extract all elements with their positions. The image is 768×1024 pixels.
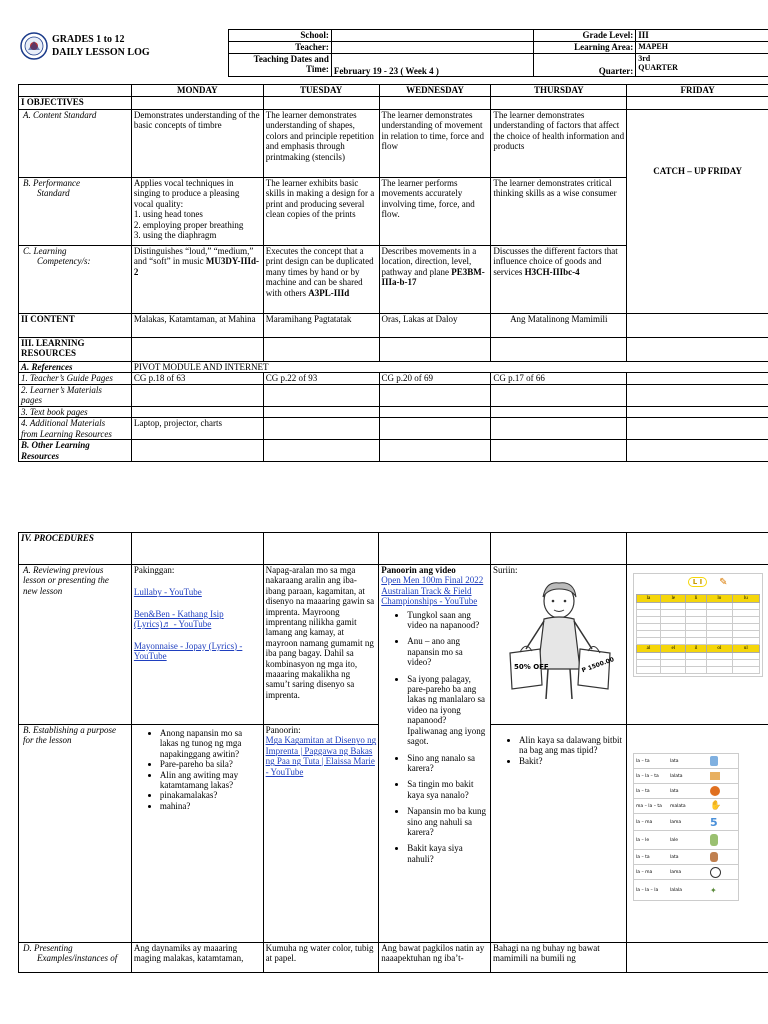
- competency-thursday-code: H3CH-IIIbc-4: [524, 266, 580, 277]
- syllable-header: le: [661, 595, 686, 603]
- content-standard-tuesday: The learner demonstrates understanding of shapes, colors and principle repetition and emphasis through printmaking (stencils): [263, 110, 379, 178]
- competency-monday-code: MU3DY-IIId-2: [133, 256, 260, 277]
- performance-monday-line-3: 2. employing proper breathing: [133, 219, 244, 230]
- day-header-tuesday: TUESDAY: [263, 85, 379, 97]
- content-section: II CONTENT: [19, 314, 132, 338]
- purpose-label-line-2: for the lesson: [23, 735, 72, 746]
- review-wednesday: [379, 565, 491, 943]
- competency-label-line-1: C. Learning: [23, 246, 67, 256]
- review-label-line-1: A. Reviewing previous: [23, 565, 104, 575]
- teachers-guide-label: 1. Teacher’s Guide Pages: [19, 373, 132, 384]
- syllable-header: el: [661, 645, 686, 653]
- purpose-monday: [131, 725, 263, 943]
- syllable-header: la: [636, 595, 661, 603]
- review-wednesday-title: Panoorin ang video: [381, 565, 456, 575]
- document-title: [52, 33, 150, 59]
- purpose-label-line-1: B. Establishing a purpose: [23, 725, 117, 735]
- friday-word-list: [627, 725, 768, 943]
- monday-question: • Pare-pareho ba sila?: [160, 759, 261, 769]
- syllable-chart: [633, 573, 763, 677]
- word-list-row: la – ma lama: [634, 865, 738, 880]
- imprenta-video-link[interactable]: Mga Kagamitan at Disenyo ng Imprenta | Paggawa ng Bakas ng Paa ng Tuta | Elaissa Marie - YouTube: [265, 735, 377, 777]
- review-monday-title: Pakinggan:: [133, 565, 175, 575]
- lm-label-line-2: pages: [21, 395, 42, 406]
- objectives-section: I OBJECTIVES: [19, 97, 132, 110]
- benben-youtube-link[interactable]: Ben&Ben - Kathang Isip (Lyrics)♬ - YouTube: [133, 608, 224, 630]
- content-standard-monday: Demonstrates understanding of the basic concepts of timbre: [131, 110, 263, 178]
- school-label: School:: [229, 30, 332, 42]
- performance-monday-line-1: Applies vocal techniques in singing to produce a pleasing vocal quality:: [133, 178, 240, 209]
- presenting-wednesday: Ang bawat pagkilos natin ay naaapektuhan ng iba’t-: [379, 943, 491, 973]
- thursday-question: • Alin kaya sa dalawang bitbit na bag ang mas tipid?: [519, 735, 624, 756]
- ball-icon: [710, 786, 720, 796]
- price-tag: P 1500.00: [580, 656, 615, 675]
- presenting-examples-label: [19, 943, 132, 973]
- day-header-wednesday: WEDNESDAY: [379, 85, 491, 97]
- word-list-row: la – le lale: [634, 831, 738, 850]
- additional-materials-monday: Laptop, projector, charts: [131, 418, 263, 440]
- teacher-value: [331, 42, 534, 54]
- wednesday-question: • Tungkol saan ang video na napanood?: [407, 610, 488, 631]
- competency-monday-text: Distinguishes “loud,” “medium,” and “soft” in music: [133, 246, 254, 267]
- tg-monday: CG p.18 of 63: [131, 373, 263, 384]
- wednesday-question: • Sino ang nanalo sa karera?: [407, 753, 488, 774]
- review-label-line-3: new lesson: [23, 585, 63, 596]
- learning-area-value: MAPEH: [636, 42, 768, 54]
- references-value: PIVOT MODULE AND INTERNET: [131, 362, 768, 373]
- pencil-icon: ✎: [719, 577, 728, 588]
- content-thursday: Ang Matalinong Mamimili: [491, 314, 627, 338]
- add-label-line-2: from Learning Resources: [21, 428, 112, 439]
- competency-wednesday-text: Describes movements in a location, direction, level, pathway and plane: [381, 246, 477, 277]
- competency-wednesday-code: PE3BM-IIIa-b-17: [381, 266, 485, 288]
- word-list-row: la – ta lata: [634, 850, 738, 865]
- review-label-line-2: lesson or presenting the: [23, 575, 109, 586]
- competency-monday: [131, 246, 263, 314]
- word-list-row: la – ma lama 5: [634, 814, 738, 831]
- syllable-header: ul: [733, 645, 759, 653]
- content-standard-wednesday: The learner demonstrates understanding of movement in relation to time, force and flow: [379, 110, 491, 178]
- competency-wednesday: [379, 246, 491, 314]
- add-label-line-1: 4. Additional Materials: [21, 418, 106, 429]
- monday-question: • Anong napansin mo sa lakas ng tunog ng mga napakinggang awitin?: [160, 728, 261, 759]
- purpose-tuesday-title: Panoorin:: [265, 725, 301, 735]
- teacher-label: Teacher:: [229, 42, 332, 54]
- friday-syllable-chart: [627, 565, 768, 725]
- child-icon: [710, 834, 718, 846]
- thursday-question: • Bakit?: [519, 756, 624, 766]
- word-list-row: la – la – ta lalata: [634, 769, 738, 784]
- objectives-table: [18, 84, 768, 462]
- content-standard-label: A. Content Standard: [19, 110, 132, 178]
- dates-label-line-1: Teaching Dates and: [253, 54, 329, 64]
- wednesday-question: • Anu – ano ang napansin mo sa video?: [407, 636, 488, 667]
- syllable-header: lo: [706, 595, 732, 603]
- syllable-chart-title: L I: [688, 577, 708, 587]
- content-monday: Malakas, Katamtaman, at Mahina: [131, 314, 263, 338]
- competency-tuesday-code: A3PL-IIId: [308, 287, 350, 298]
- athletics-video-link[interactable]: Open Men 100m Final 2022 Australian Track & Field Championships - YouTube: [381, 575, 484, 607]
- competency-label-line-2: Competency/s:: [37, 256, 91, 267]
- word-list-row: la – ta lata: [634, 784, 738, 799]
- quarter-value-line-2: QUARTER: [638, 63, 678, 72]
- performance-standard-wednesday: The learner performs movements accurately involving time, force, and flow.: [379, 178, 491, 246]
- content-wednesday: Oras, Lakas at Daloy: [379, 314, 491, 338]
- word-list-row: la – la – la lalala ✦: [636, 885, 717, 895]
- presenting-thursday: Bahagi na ng buhay ng bawat mamimili na bumili ng: [491, 943, 627, 973]
- competency-tuesday-text: Executes the concept that a print design can be duplicated many times by hand or by machine and can be shared with others: [265, 246, 374, 298]
- learning-area-label: Learning Area:: [534, 42, 636, 54]
- purpose-thursday: [491, 725, 627, 943]
- bottle-icon: [710, 756, 718, 766]
- shopper-illustration: [496, 577, 622, 705]
- learning-competency-label: [19, 246, 132, 314]
- bird-icon: ✦: [710, 885, 717, 895]
- resources-line-2: RESOURCES: [21, 348, 77, 359]
- tg-tuesday: CG p.22 of 93: [263, 373, 379, 384]
- monday-question: • pinakamalakas?: [160, 790, 261, 800]
- number-five-icon: 5: [710, 815, 718, 829]
- other-label-line-2: Resources: [21, 450, 59, 461]
- performance-label-line-2: Standard: [37, 188, 70, 199]
- review-tuesday: Napag-aralan mo sa mga nakaraang aralin ang iba-ibang paraan, kagamitan, at disenyo na maaaring gawin sa imprenta. Mayroong imprentang nilikha gamit lamang ang kamay, at mayroon namang gumamit ng iba pang bagay. Dahil sa kombinasyon ng mga ito, maaaring makalikha ng samu’t saring disenyo sa imprenta.: [263, 565, 379, 725]
- review-monday: [131, 565, 263, 725]
- box-icon: [710, 772, 720, 780]
- procedures-section: IV. PROCEDURES: [19, 533, 132, 565]
- performance-standard-monday: [131, 178, 263, 246]
- additional-materials-label: [19, 418, 132, 440]
- school-value: [331, 30, 534, 42]
- syllable-header: lu: [733, 595, 759, 603]
- lm-label-line-1: 2. Learner’s Materials: [21, 384, 102, 395]
- title-line-1: GRADES 1 to 12: [52, 34, 125, 45]
- header-info-table: [228, 29, 768, 77]
- title-line-2: DAILY LESSON LOG: [52, 47, 150, 58]
- quarter-label: Quarter:: [534, 54, 636, 77]
- syllable-header: ol: [706, 645, 732, 653]
- review-lesson-label: [19, 565, 132, 725]
- day-header-friday: FRIDAY: [627, 85, 768, 97]
- purpose-label: [19, 725, 132, 943]
- learning-resources-section: [19, 338, 132, 362]
- references-label: A. References: [19, 362, 132, 373]
- word-list-row: la – ta lata: [634, 754, 738, 769]
- competency-tuesday: [263, 246, 379, 314]
- day-header-blank: [19, 85, 132, 97]
- wednesday-question: • Sa tingin mo bakit kaya sya nanalo?: [407, 779, 488, 800]
- word-list-row: ma – la – ta malata ✋: [634, 799, 738, 814]
- content-standard-thursday: The learner demonstrates understanding of factors that affect the choice of health information and products: [491, 110, 627, 178]
- other-label-line-1: B. Other Learning: [21, 440, 90, 451]
- syllable-header: al: [636, 645, 661, 653]
- figure-icon: [710, 852, 718, 862]
- performance-label-line-1: B. Performance: [23, 178, 80, 188]
- teaching-dates-label: [229, 54, 332, 77]
- presenting-tuesday: Kumuha ng water color, tubig at papel.: [263, 943, 379, 973]
- teaching-dates-value: February 19 - 23 ( Week 4 ): [331, 54, 534, 77]
- syllable-header: li: [686, 595, 706, 603]
- presenting-label-line-1: D. Presenting: [23, 943, 73, 953]
- grade-level-label: Grade Level:: [534, 30, 636, 42]
- tg-wednesday: CG p.20 of 69: [379, 373, 491, 384]
- monday-question: • Alin ang awiting may katamtamang lakas?: [160, 770, 261, 791]
- day-header-monday: MONDAY: [131, 85, 263, 97]
- mayonnaise-youtube-link[interactable]: Mayonnaise - Jopay (Lyrics) - YouTube: [133, 640, 243, 662]
- catch-up-friday: CATCH – UP FRIDAY: [627, 110, 768, 314]
- other-resources-label: [19, 440, 132, 462]
- performance-standard-label: [19, 178, 132, 246]
- competency-thursday: [491, 246, 627, 314]
- textbook-pages-label: 3. Text book pages: [19, 406, 132, 417]
- tg-thursday: CG p.17 of 66: [491, 373, 627, 384]
- procedures-table: [18, 532, 768, 973]
- wednesday-question: • Napansin mo ba kung sino ang nahuli sa karera?: [407, 806, 488, 837]
- learners-materials-label: [19, 384, 132, 406]
- review-thursday-title: Suriin:: [493, 565, 518, 575]
- resources-line-1: III. LEARNING: [21, 338, 85, 348]
- quarter-value-line-1: 3rd: [638, 54, 651, 63]
- discount-tag: 50% OFF: [513, 663, 549, 672]
- performance-standard-thursday: The learner demonstrates critical thinking skills as a wise consumer: [491, 178, 627, 246]
- performance-monday-line-2: 1. using head tones: [133, 209, 203, 220]
- wednesday-question: • Sa iyong palagay, pare-pareho ba ang lakas ng manlalaro sa video na iyong napanood? Ipaliwanag ang iyong sagot.: [407, 674, 488, 747]
- quarter-value: [636, 54, 768, 77]
- presenting-label-line-2: Examples/instances of: [37, 953, 118, 964]
- wednesday-question: • Bakit kaya siya nahuli?: [407, 843, 488, 864]
- grade-level-value: III: [636, 30, 768, 42]
- deped-seal-icon: [20, 32, 48, 60]
- word-list-card: [633, 753, 739, 901]
- clock-icon: [710, 867, 721, 878]
- syllable-header: il: [686, 645, 706, 653]
- monday-question: • mahina?: [160, 801, 261, 811]
- dates-label-line-2: Time:: [305, 64, 329, 74]
- lullaby-youtube-link[interactable]: Lullaby - YouTube: [133, 587, 202, 598]
- syllable-table: [636, 594, 760, 674]
- performance-standard-tuesday: The learner exhibits basic skills in making a design for a print and producing several clean copies of the prints: [263, 178, 379, 246]
- review-thursday: [491, 565, 627, 725]
- purpose-tuesday: [263, 725, 379, 943]
- performance-monday-line-4: 3. using the diaphragm: [133, 230, 217, 241]
- competency-thursday-text: Discusses the different factors that influence choice of goods and services: [493, 246, 618, 277]
- content-tuesday: Maramihang Pagtatatak: [263, 314, 379, 338]
- presenting-monday: Ang daynamiks ay maaaring maging malakas, katamtaman,: [131, 943, 263, 973]
- day-header-thursday: THURSDAY: [491, 85, 627, 97]
- hand-icon: ✋: [710, 800, 722, 811]
